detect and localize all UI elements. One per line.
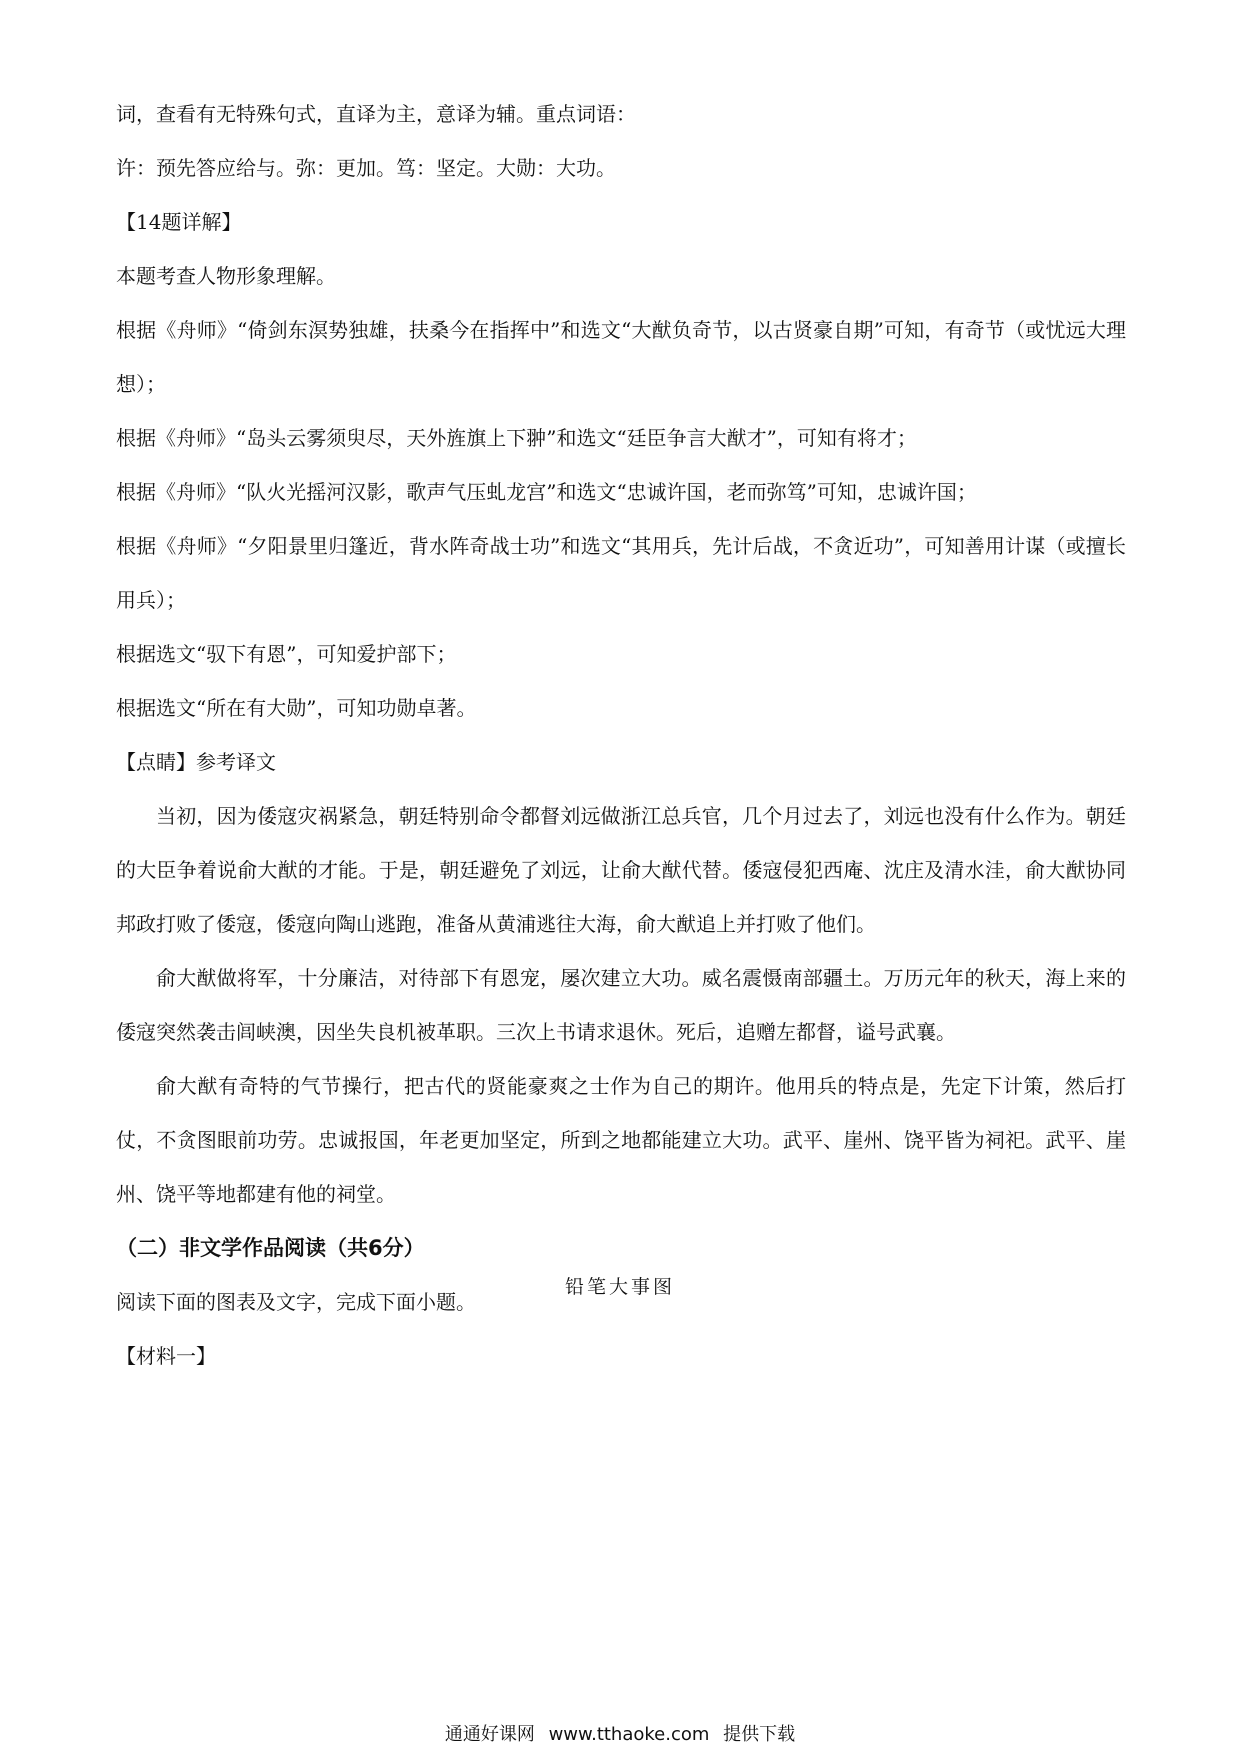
footer-suffix: 提供下载 [723, 1724, 796, 1745]
analysis-paragraph: 根据选文“所在有大勋”，可知功勋卓著。 [116, 696, 477, 720]
translation-paragraph: 俞大猷做将军，十分廉洁，对待部下有恩宠，屡次建立大功。威名震慑南部疆土。万历元年的秋天，海上来的倭寇突然袭击闾峡澳，因坐失良机被革职。三次上书请求退休。死后，追赠左都督，谥号武襄。 [116, 966, 1126, 1044]
analysis-paragraph: 根据选文“驭下有恩”，可知爱护部下； [116, 642, 457, 666]
analysis-paragraph: 根据《舟师》“队火光摇河汉影，歌声气压虬龙宫”和选文“忠诚许国，老而弥笃”可知，忠诚许国； [116, 480, 977, 504]
analysis-paragraph: 根据《舟师》“倚剑东溟势独雄，扶桑今在指挥中”和选文“大猷负奇节，以古贤豪自期”可知，有奇节（或忧远大理想）； [116, 318, 1126, 396]
question-14-heading: 【14题详解】 [116, 210, 242, 234]
material-label: 【材料一】 [116, 1344, 216, 1368]
page-content [116, 104, 1126, 1400]
footer-url[interactable]: www.tthaoke.com [548, 1724, 710, 1745]
analysis-paragraph: 根据《舟师》“夕阳景里归篷近，背水阵奇战士功”和选文“其用兵，先计后战，不贪近功”，可知善用计谋（或擅长用兵）； [116, 534, 1126, 612]
analysis-paragraph: 根据《舟师》“岛头云雾须臾尽，天外旌旗上下翀”和选文“廷臣争言大猷才”，可知有将才； [116, 426, 917, 450]
translation-paragraph: 当初，因为倭寇灾祸紧急，朝廷特别命令都督刘远做浙江总兵官，几个月过去了，刘远也没有什么作为。朝廷的大臣争着说俞大猷的才能。于是，朝廷避免了刘远，让俞大猷代替。倭寇侵犯西庵、沈庄及清水洼，俞大猷协同邦政打败了倭寇，倭寇向陶山逃跑，准备从黄浦逃往大海，俞大猷追上并打败了他们。 [116, 804, 1126, 936]
dianjing-heading: 【点睛】参考译文 [116, 750, 276, 774]
section-heading: （二）非文学作品阅读（共6分） [116, 1236, 425, 1260]
translation-paragraph: 俞大猷有奇特的气节操行，把古代的贤能豪爽之士作为自己的期许。他用兵的特点是，先定下计策，然后打仗，不贪图眼前功劳。忠诚报国，年老更加坚定，所到之地都能建立大功。武平、崖州、饶平皆为祠祀。武平、崖州、饶平等地都建有他的祠堂。 [116, 1074, 1126, 1206]
text-line: 词，查看有无特殊句式，直译为主，意译为辅。重点词语： [116, 102, 636, 126]
chart-title: 铅笔大事图 [564, 1276, 675, 1298]
question-topic-line: 本题考查人物形象理解。 [116, 264, 336, 288]
instruction-line: 阅读下面的图表及文字，完成下面小题。 [116, 1290, 476, 1314]
page-footer [0, 1720, 1240, 1746]
key-words-line: 许：预先答应给与。弥：更加。笃：坚定。大勋：大功。 [116, 156, 616, 180]
footer-site-name: 通通好课网 [444, 1724, 535, 1745]
